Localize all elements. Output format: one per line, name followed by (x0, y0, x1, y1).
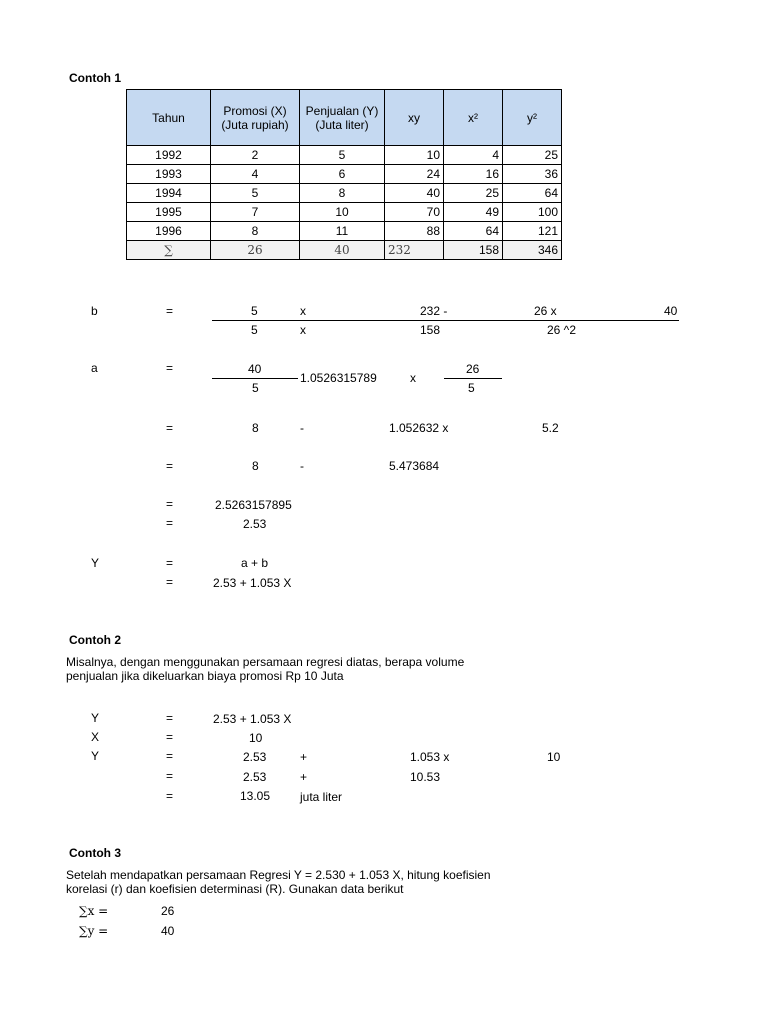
b-equals: = (166, 304, 174, 318)
table-row (127, 222, 562, 241)
ex2-equals-5: = (166, 789, 174, 803)
cell-x2: 4 (444, 146, 503, 165)
ex2-equals-4: = (166, 769, 174, 783)
sum-x-label: ∑x = (79, 904, 109, 918)
sum-y-label: ∑y = (79, 924, 109, 938)
ex2-x-label: X (91, 730, 100, 744)
a-step1-minus: - (300, 421, 304, 435)
a-step2-product: 5.473684 (389, 459, 440, 473)
ex2-a-value: 2.53 (243, 750, 267, 764)
cell-year: 1995 (127, 203, 211, 222)
ex2-y-label-2: Y (91, 749, 100, 763)
a-step1-b: 1.052632 x (389, 421, 449, 435)
y-equals: = (166, 556, 174, 570)
a-step4-equals: = (166, 516, 174, 530)
a-frac2-den: 5 (468, 381, 475, 395)
ex2-y-label: Y (91, 711, 100, 725)
cell-x: 8 (211, 222, 300, 241)
b-den-sum-x2: 158 (420, 323, 441, 337)
cell-y: 6 (300, 165, 385, 184)
cell-x: 2 (211, 146, 300, 165)
y-equals-2: = (166, 575, 174, 589)
sum-xy: 232 (385, 241, 444, 260)
sum-row (127, 241, 562, 260)
header-year: Tahun (127, 90, 211, 146)
b-num-times: x (300, 304, 306, 318)
ex2-bx-value: 10.53 (410, 770, 441, 784)
a-frac2-num: 26 (466, 362, 480, 376)
cell-y: 10 (300, 203, 385, 222)
b-den-sum-x-squared: 26 ^2 (547, 323, 576, 337)
ex2-unit: juta liter (300, 790, 343, 804)
sum-y: 40 (300, 241, 385, 260)
sum-x2: 158 (444, 241, 503, 260)
a-step3-equals: = (166, 497, 174, 511)
ex2-regression-equation: 2.53 + 1.053 X (213, 712, 292, 726)
cell-x: 5 (211, 184, 300, 203)
sum-y2: 346 (503, 241, 562, 260)
cell-x2: 16 (444, 165, 503, 184)
a-step2-mean-y: 8 (252, 459, 259, 473)
cell-year: 1993 (127, 165, 211, 184)
y-regression-equation: 2.53 + 1.053 X (213, 576, 292, 590)
sum-x-value: 26 (161, 904, 175, 918)
b-num-sum-xy: 232 - (420, 304, 448, 318)
sum-y-value: 40 (161, 924, 175, 938)
cell-year: 1992 (127, 146, 211, 165)
y-label: Y (91, 556, 100, 570)
a-frac2-line (444, 378, 502, 379)
ex2-a-value-2: 2.53 (243, 770, 267, 784)
cell-xy: 10 (385, 146, 444, 165)
a-frac1-den: 5 (252, 381, 259, 395)
header-x-squared: x² (444, 90, 503, 146)
example-3-text-line2: korelasi (r) dan koefisien determinasi (R). Gunakan data berikut (66, 882, 404, 896)
ex2-x-input: 10 (547, 750, 561, 764)
a-step1-equals: = (166, 421, 174, 435)
b-fraction-line (212, 320, 679, 321)
y-formula: a + b (241, 556, 269, 570)
ex2-equals-2: = (166, 730, 174, 744)
cell-y2: 25 (503, 146, 562, 165)
ex2-equals-1: = (166, 711, 174, 725)
cell-y2: 36 (503, 165, 562, 184)
a-step4-value: 2.53 (243, 517, 267, 531)
sum-symbol: ∑ (127, 241, 211, 260)
a-step1-mean-x: 5.2 (542, 421, 559, 435)
b-label: b (91, 304, 98, 318)
cell-x: 4 (211, 165, 300, 184)
cell-year: 1996 (127, 222, 211, 241)
example-2-title: Contoh 2 (69, 633, 121, 647)
table-row (127, 165, 562, 184)
cell-xy: 24 (385, 165, 444, 184)
a-step2-minus: - (300, 459, 304, 473)
a-frac1-num: 40 (248, 362, 262, 376)
ex2-x-value: 10 (249, 731, 263, 745)
a-step1-mean-y: 8 (252, 421, 259, 435)
example-2-text-line2: penjualan jika dikeluarkan biaya promosi Rp 10 Juta (66, 669, 344, 683)
example-2-text-line1: Misalnya, dengan menggunakan persamaan regresi diatas, berapa volume (66, 655, 465, 669)
b-num-n: 5 (251, 304, 258, 318)
b-num-sum-y: 40 (664, 304, 678, 318)
cell-xy: 40 (385, 184, 444, 203)
table-row (127, 184, 562, 203)
a-step2-equals: = (166, 459, 174, 473)
cell-xy: 70 (385, 203, 444, 222)
cell-x: 7 (211, 203, 300, 222)
cell-year: 1994 (127, 184, 211, 203)
ex2-plus: + (300, 750, 308, 764)
cell-y2: 121 (503, 222, 562, 241)
b-den-times: x (300, 323, 306, 337)
header-xy: xy (385, 90, 444, 146)
ex2-result: 13.05 (240, 789, 271, 803)
example-3-title: Contoh 3 (69, 846, 121, 860)
a-b-value: 1.0526315789 (300, 371, 377, 385)
cell-y: 5 (300, 146, 385, 165)
cell-y: 8 (300, 184, 385, 203)
table-header-row (127, 90, 562, 146)
example-3-text-line1: Setelah mendapatkan persamaan Regresi Y = 2.530 + 1.053 X, hitung koefisien (66, 868, 491, 882)
ex2-b-times: 1.053 x (410, 750, 450, 764)
regression-data-table (126, 89, 562, 260)
a-equals: = (166, 361, 174, 375)
header-y-squared: y² (503, 90, 562, 146)
cell-xy: 88 (385, 222, 444, 241)
cell-y2: 64 (503, 184, 562, 203)
cell-x2: 64 (444, 222, 503, 241)
b-num-sum-x: 26 x (534, 304, 557, 318)
cell-y: 11 (300, 222, 385, 241)
a-step3-value: 2.5263157895 (215, 498, 292, 512)
header-promotion: Promosi (X) (Juta rupiah) (211, 90, 300, 146)
ex2-plus-2: + (300, 770, 308, 784)
sum-x: 26 (211, 241, 300, 260)
table-row (127, 146, 562, 165)
header-sales: Penjualan (Y) (Juta liter) (300, 90, 385, 146)
cell-y2: 100 (503, 203, 562, 222)
cell-x2: 25 (444, 184, 503, 203)
b-den-n: 5 (251, 323, 258, 337)
ex2-equals-3: = (166, 749, 174, 763)
a-label: a (91, 361, 98, 375)
cell-x2: 49 (444, 203, 503, 222)
a-times: x (410, 371, 416, 385)
a-frac1-line (212, 378, 298, 379)
example-1-title: Contoh 1 (69, 71, 121, 85)
table-row (127, 203, 562, 222)
